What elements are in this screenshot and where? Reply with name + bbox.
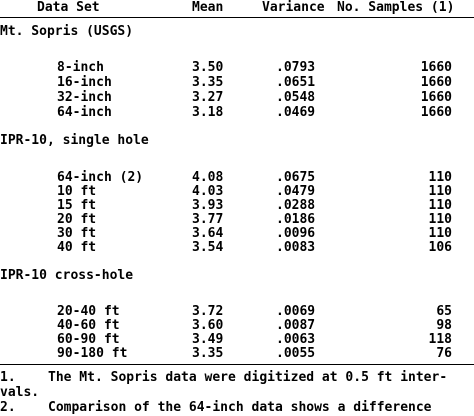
footer-rule [0, 364, 474, 365]
row-samples: 110 [428, 170, 452, 185]
row-samples: 98 [436, 318, 452, 333]
table-row [0, 332, 474, 347]
row-variance: .0548 [276, 90, 316, 105]
row-label: 30 ft [57, 226, 97, 241]
row-variance: .0675 [276, 170, 316, 185]
table-header [0, 0, 474, 17]
row-label: 8-inch [57, 60, 104, 75]
row-variance: .0479 [276, 184, 316, 199]
row-samples: 118 [428, 332, 452, 347]
row-variance: .0469 [276, 105, 316, 120]
row-variance: .0186 [276, 212, 316, 227]
row-label: 64-inch (2) [57, 170, 144, 185]
table-row [0, 346, 474, 361]
row-mean: 3.35 [192, 75, 224, 90]
row-samples: 76 [436, 346, 452, 361]
row-mean: 3.60 [192, 318, 224, 333]
row-samples: 1660 [420, 90, 452, 105]
table-row [0, 212, 474, 227]
table-row [0, 60, 474, 75]
row-label: 90-180 ft [57, 346, 128, 361]
row-label: 16-inch [57, 75, 112, 90]
table-row [0, 240, 474, 255]
row-mean: 3.72 [192, 304, 224, 319]
row-label: 20 ft [57, 212, 97, 227]
row-label: 60-90 ft [57, 332, 120, 347]
row-mean: 3.54 [192, 240, 224, 255]
row-label: 32-inch [57, 90, 112, 105]
row-variance: .0083 [276, 240, 316, 255]
row-variance: .0069 [276, 304, 316, 319]
row-samples: 1660 [420, 60, 452, 75]
row-samples: 1660 [420, 75, 452, 90]
row-mean: 3.93 [192, 198, 224, 213]
row-samples: 1660 [420, 105, 452, 120]
row-mean: 4.03 [192, 184, 224, 199]
header-data-set: Data Set [37, 0, 100, 15]
footnote-number: 1. [0, 370, 16, 385]
row-mean: 3.35 [192, 346, 224, 361]
header-mean: Mean [192, 0, 224, 15]
table-row [0, 184, 474, 199]
table-row [0, 105, 474, 120]
row-mean: 3.77 [192, 212, 224, 227]
row-variance: .0288 [276, 198, 316, 213]
row-samples: 110 [428, 226, 452, 241]
table-row [0, 226, 474, 241]
row-label: 10 ft [57, 184, 97, 199]
section-title-mt-sopris: Mt. Sopris (USGS) [0, 24, 134, 39]
table-row [0, 170, 474, 185]
row-mean: 3.50 [192, 60, 224, 75]
row-variance: .0793 [276, 60, 316, 75]
table-row [0, 304, 474, 319]
row-variance: .0063 [276, 332, 316, 347]
header-rule [0, 17, 474, 18]
row-mean: 3.49 [192, 332, 224, 347]
section-title-ipr-cross-hole: IPR-10 cross-hole [0, 268, 134, 283]
footnote-text: Comparison of the 64-inch data shows a difference [48, 400, 432, 415]
table-row [0, 318, 474, 333]
row-label: 40 ft [57, 240, 97, 255]
row-samples: 110 [428, 198, 452, 213]
row-variance: .0055 [276, 346, 316, 361]
row-samples: 110 [428, 212, 452, 227]
footnote-number: 2. [0, 400, 16, 415]
row-label: 15 ft [57, 198, 97, 213]
table-row [0, 198, 474, 213]
table-row [0, 75, 474, 90]
row-samples: 65 [436, 304, 452, 319]
footnote-1-continuation: vals. [0, 385, 40, 400]
header-variance: Variance [262, 0, 325, 15]
row-label: 64-inch [57, 105, 112, 120]
row-mean: 3.27 [192, 90, 224, 105]
row-variance: .0651 [276, 75, 316, 90]
row-mean: 3.64 [192, 226, 224, 241]
section-title-ipr-single-hole: IPR-10, single hole [0, 133, 149, 148]
table-row [0, 90, 474, 105]
row-label: 20-40 ft [57, 304, 120, 319]
row-samples: 110 [428, 184, 452, 199]
row-variance: .0087 [276, 318, 316, 333]
header-samples: No. Samples (1) [337, 0, 455, 15]
row-mean: 3.18 [192, 105, 224, 120]
row-variance: .0096 [276, 226, 316, 241]
footnote-text: The Mt. Sopris data were digitized at 0.5 ft inter- [48, 370, 448, 385]
row-label: 40-60 ft [57, 318, 120, 333]
row-mean: 4.08 [192, 170, 224, 185]
row-samples: 106 [428, 240, 452, 255]
